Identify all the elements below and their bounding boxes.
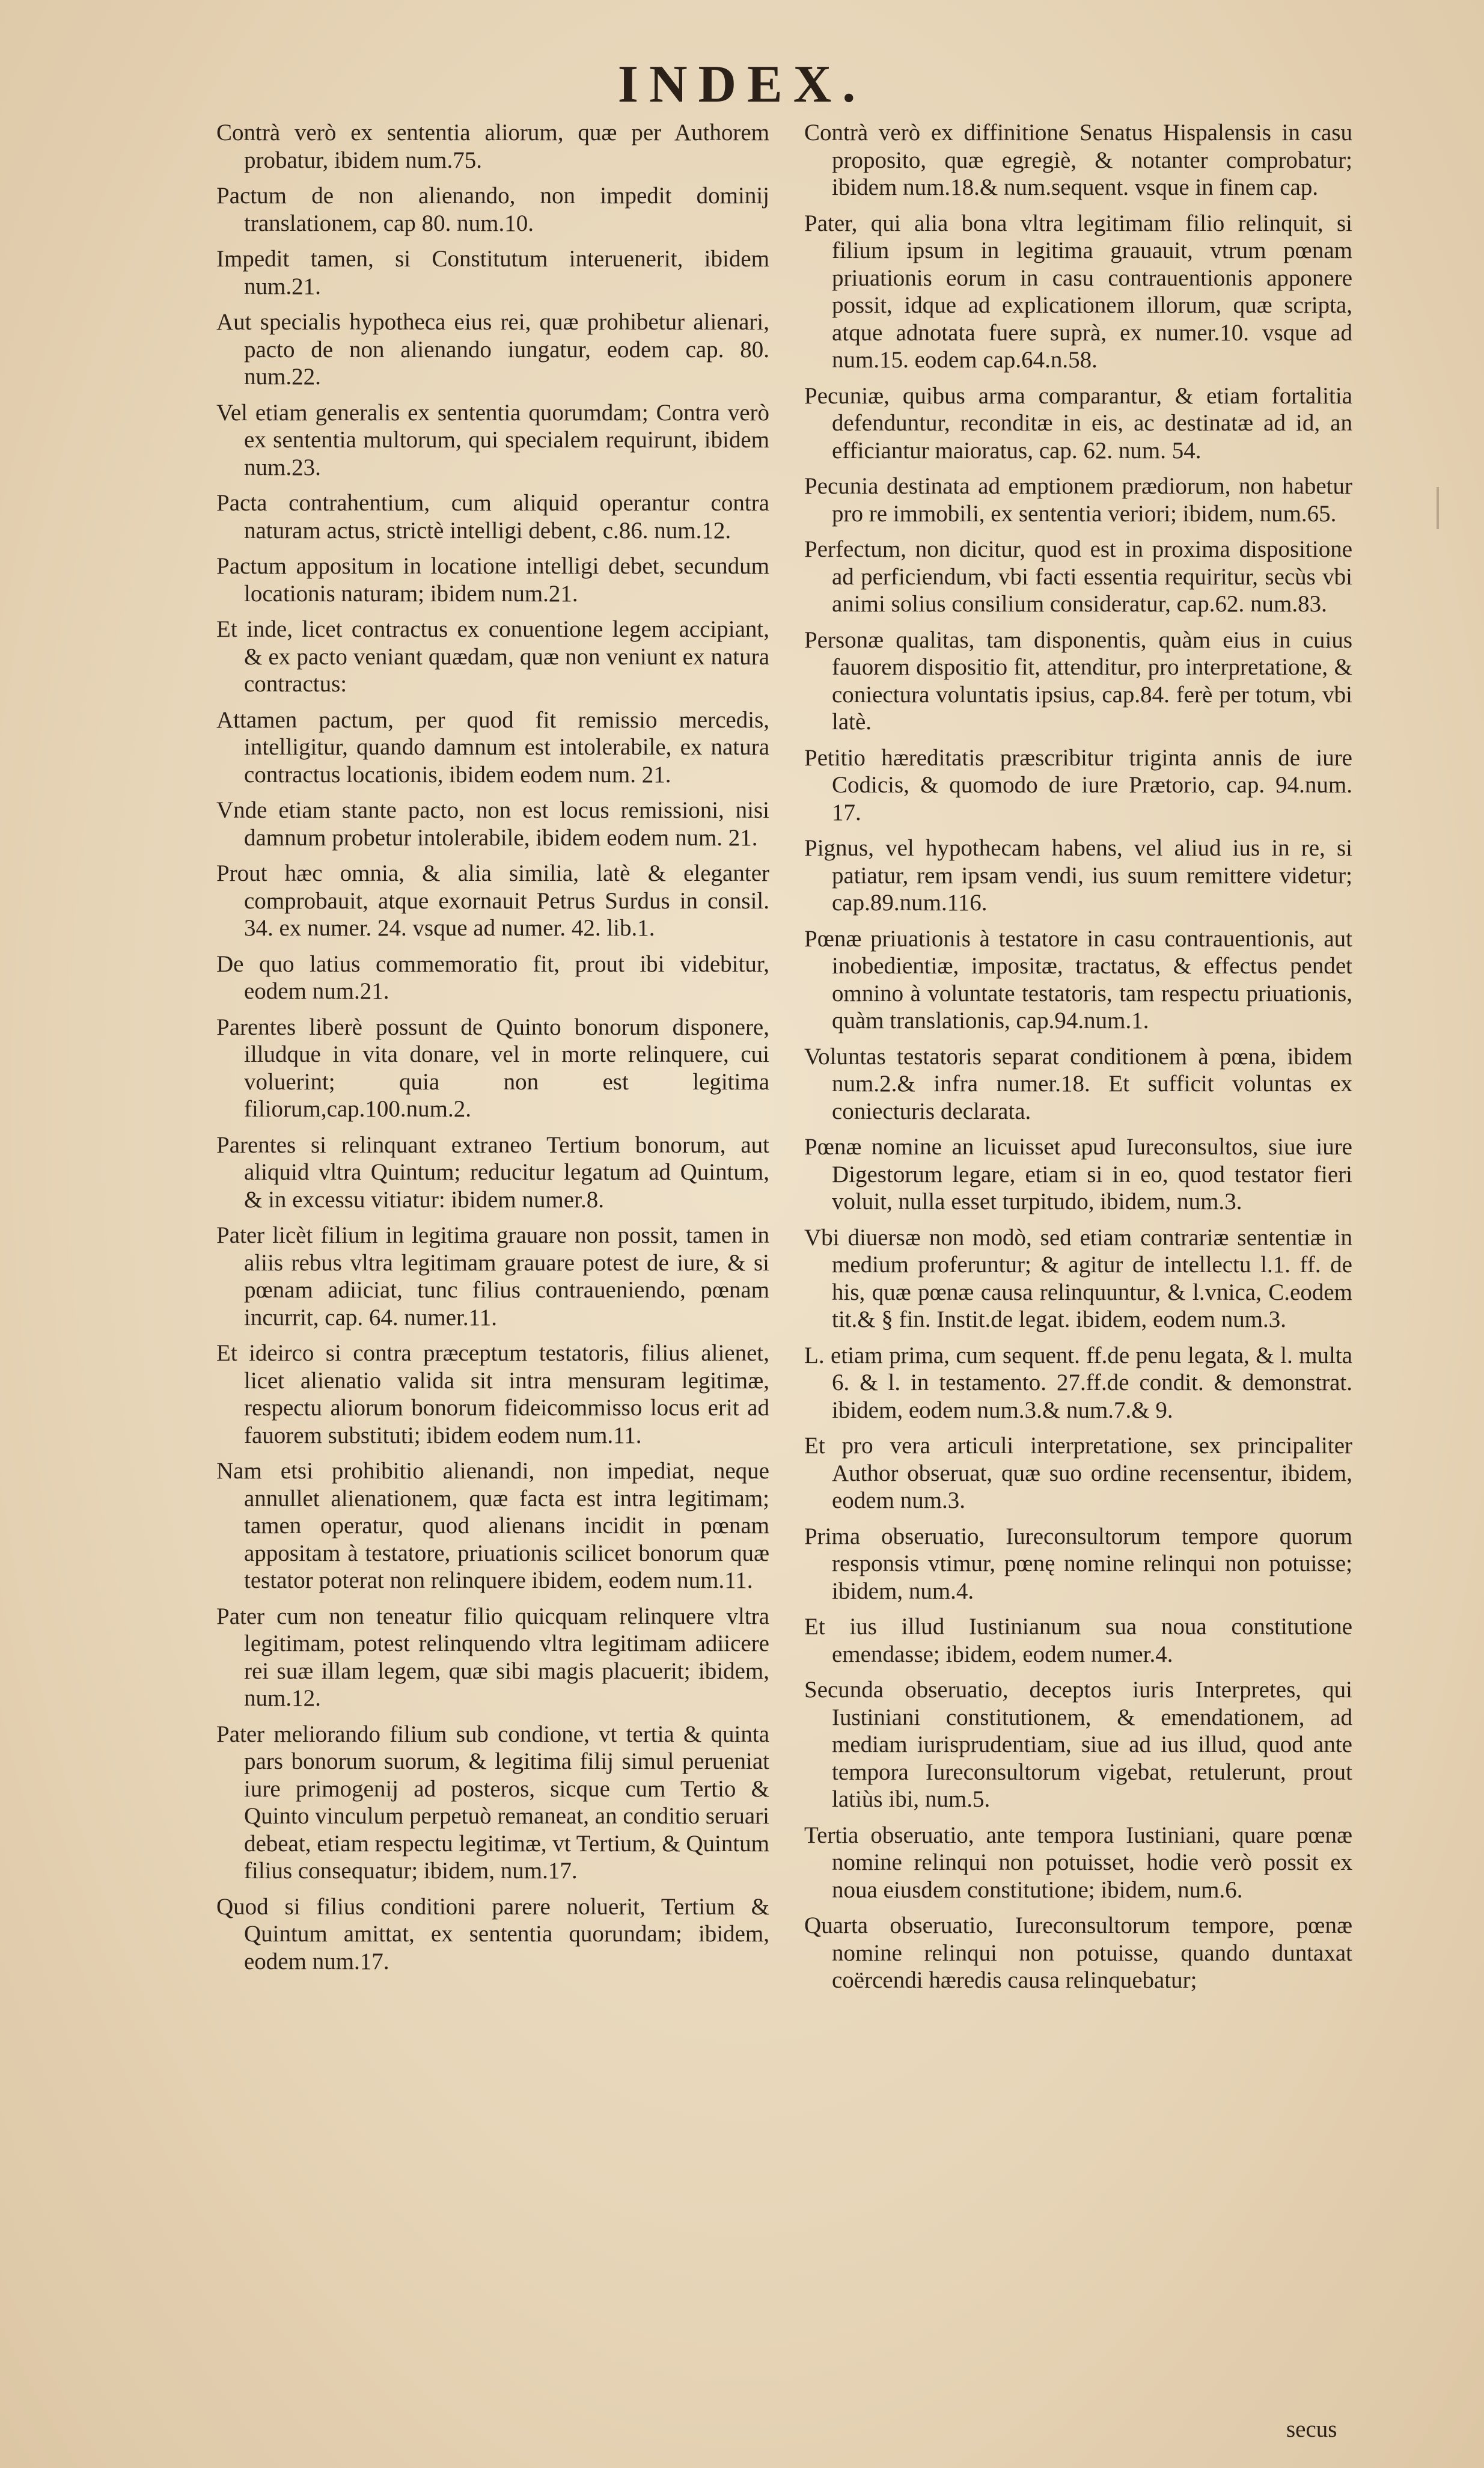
index-entry: Pecunia destinata ad emptionem prædiorum, non habetur pro re immobili, ex sententia veriori; ibidem, num.65. — [804, 473, 1352, 527]
index-entry: Parentes si relinquant extraneo Tertium bonorum, aut aliquid vltra Quintum; reducitur legatum ad Quintum, & in excessu vitiatur: ibidem numer.8. — [216, 1131, 769, 1213]
index-column-right — [804, 119, 1352, 2003]
index-entry: Tertia obseruatio, ante tempora Iustiniani, quare pœnæ nomine relinqui non potuisset, hodie verò possit ex noua eiusdem constitutione; ibidem, num.6. — [804, 1822, 1352, 1903]
index-entry: Attamen pactum, per quod fit remissio mercedis, intelligitur, quando damnum est intolerabile, ex natura contractus locationis, ibidem eodem num. 21. — [216, 706, 769, 788]
index-entry: Contrà verò ex diffinitione Senatus Hispalensis in casu proposito, quæ egregiè, & notanter comprobatur; ibidem num.18.& num.sequent. vsque in finem cap. — [804, 120, 1352, 200]
index-entry: Quod si filius conditioni parere noluerit, Tertium & Quintum amittat, ex sententia quorundam; ibidem, eodem num.17. — [216, 1893, 769, 1974]
index-entry: Secunda obseruatio, deceptos iuris Interpretes, qui Iustiniani constitutionem, & emendationem, ad mediam iurisprudentiam, siue ad ius illud, quod ante tempora Iureconsultorum vigebat, retulerunt, prout latiùs ibi, num.5. — [804, 1677, 1352, 1812]
index-entry: L. etiam prima, cum sequent. ff.de penu legata, & l. multa 6. & l. in testamento. 27.ff.de condit. & demonstrat. ibidem, eodem num.3.& num.7.& 9. — [804, 1342, 1352, 1423]
index-entry: Et ideirco si contra præceptum testatoris, filius alienet, licet alienatio valida sit intra mensuram legitimæ, respectu aliorum bonorum fideicommisso locus erit ad fauorem substituti; ibidem eodem num.11. — [216, 1340, 769, 1448]
margin-mark — [1437, 487, 1439, 529]
index-entry: Voluntas testatoris separat conditionem à pœna, ibidem num.2.& infra numer.18. Et sufficit voluntas ex coniecturis declarata. — [804, 1043, 1352, 1124]
index-entry: Pactum appositum in locatione intelligi debet, secundum locationis naturam; ibidem num.21. — [216, 553, 769, 607]
index-entry: Vel etiam generalis ex sententia quorumdam; Contra verò ex sententia multorum, qui specialem requirunt, ibidem num.23. — [216, 399, 769, 480]
index-entry: Nam etsi prohibitio alienandi, non impediat, neque annullet alienationem, quæ facta est intra legitimam; tamen operatur, quod alienans incidit in pœnam appositam à testatore, priuationis scilicet bonorum quæ testator poterat non relinquere ibidem, eodem num.11. — [216, 1458, 769, 1593]
catchword: secus — [1286, 2416, 1337, 2442]
index-entry: Vbi diuersæ non modò, sed etiam contrariæ sententiæ in medium proferuntur; & agitur de intellectu l.1. ff. de his, quæ pœnæ causa relinquuntur, & l.vnica, C.eodem tit.& § fin. Instit.de legat. ibidem, eodem num.3. — [804, 1224, 1352, 1332]
index-entry: Prima obseruatio, Iureconsultorum tempore quorum responsis vtimur, pœnę nomine relinqui non potuisse; ibidem, num.4. — [804, 1523, 1352, 1604]
index-entry: Contrà verò ex sententia aliorum, quæ per Authorem probatur, ibidem num.75. — [216, 120, 769, 173]
index-entry: Pacta contrahentium, cum aliquid operantur contra naturam actus, strictè intelligi debent, c.86. num.12. — [216, 490, 769, 544]
index-entry: Pignus, vel hypothecam habens, vel aliud ius in re, si patiatur, rem ipsam vendi, ius suum remittere videtur; cap.89.num.116. — [804, 835, 1352, 916]
index-entry: Petitio hæreditatis præscribitur triginta annis de iure Codicis, & quomodo de iure Prætorio, cap. 94.num. 17. — [804, 744, 1352, 825]
index-entry: De quo latius commemoratio fit, prout ibi videbitur, eodem num.21. — [216, 951, 769, 1004]
index-entry: Vnde etiam stante pacto, non est locus remissioni, nisi damnum probetur intolerabile, ibidem eodem num. 21. — [216, 797, 769, 851]
page-title: INDEX. — [617, 55, 867, 114]
index-entry: Personæ qualitas, tam disponentis, quàm eius in cuius fauorem dispositio fit, attenditur, pro interpretatione, & coniectura voluntatis ipsius, cap.84. ferè per totum, vbi latè. — [804, 626, 1352, 735]
index-entry: Pater licèt filium in legitima grauare non possit, tamen in aliis rebus vltra legitimam grauare potest de iure, & si pœnam adiiciat, tunc filius contraueniendo, pœnam incurrit, cap. 64. numer.11. — [216, 1222, 769, 1330]
index-entry: Perfectum, non dicitur, quod est in proxima dispositione ad perficiendum, vbi facti essentia requiritur, secùs vbi animi solius consilium consideratur, cap.62. num.83. — [804, 536, 1352, 617]
index-entry: Prout hæc omnia, & alia similia, latè & eleganter comprobauit, atque exornauit Petrus Surdus in consil. 34. ex numer. 24. vsque ad numer. 42. lib.1. — [216, 860, 769, 941]
index-entry: Pactum de non alienando, non impedit dominij translationem, cap 80. num.10. — [216, 183, 769, 236]
index-entry: Pœnæ nomine an licuisset apud Iureconsultos, siue iure Digestorum legare, etiam si in eo, quod testator fieri voluit, nulla esset turpitudo, ibidem, num.3. — [804, 1134, 1352, 1214]
index-entry: Quarta obseruatio, Iureconsultorum tempore, pœnæ nomine relinqui non potuisse, quando duntaxat coërcendi hæredis causa relinquebatur; — [804, 1912, 1352, 1993]
index-column-left — [216, 119, 769, 1983]
index-entry: Pœnæ priuationis à testatore in casu contrauentionis, aut inobedientiæ, impositæ, tractatus, & effectus pendet omnino à voluntate testatoris, tam respectu priuationis, quàm translationis, cap.94.num.1. — [804, 925, 1352, 1033]
index-entry: Et ius illud Iustinianum sua noua constitutione emendasse; ibidem, eodem numer.4. — [804, 1614, 1352, 1667]
index-entry: Et inde, licet contractus ex conuentione legem accipiant, & ex pacto veniant quædam, quæ non veniunt ex natura contractus: — [216, 616, 769, 697]
index-entry: Pater, qui alia bona vltra legitimam filio relinquit, si filium ipsum in legitima grauauit, vtrum pœnam priuationis eorum in casu contrauentionis apponere possit, idque ad explicationem illorum, quæ scripta, atque adnotata fuere suprà, ex numer.10. vsque ad num.15. eodem cap.64.n.58. — [804, 210, 1352, 373]
index-entry: Pater meliorando filium sub condione, vt tertia & quinta pars bonorum suorum, & legitima filij simul perueniat iure primogenij ad posteros, sicque cum Tertio & Quinto vinculum perpetuò remaneat, an conditio seruari debeat, etiam respectu legitimæ, vt Tertium, & Quintum filius consequatur; ibidem, num.17. — [216, 1721, 769, 1884]
index-entry: Et pro vera articuli interpretatione, sex principaliter Author obseruat, quæ suo ordine recensentur, ibidem, eodem num.3. — [804, 1433, 1352, 1513]
index-entry: Aut specialis hypotheca eius rei, quæ prohibetur alienari, pacto de non alienando iungatur, eodem cap. 80. num.22. — [216, 309, 769, 390]
index-entry: Pecuniæ, quibus arma comparantur, & etiam fortalitia defenduntur, reconditæ in eis, ac destinatæ ad id, an efficiantur maioratus, cap. 62. num. 54. — [804, 382, 1352, 464]
index-entry: Impedit tamen, si Constitutum interuenerit, ibidem num.21. — [216, 246, 769, 299]
index-entry: Parentes liberè possunt de Quinto bonorum disponere, illudque in vita donare, vel in morte relinquere, cui voluerint; quia non est legitima filiorum,cap.100.num.2. — [216, 1014, 769, 1122]
index-entry: Pater cum non teneatur filio quicquam relinquere vltra legitimam, potest relinquendo vltra legitimam adiicere rei suæ illam legem, quæ sibi magis placuerit; ibidem, num.12. — [216, 1603, 769, 1711]
